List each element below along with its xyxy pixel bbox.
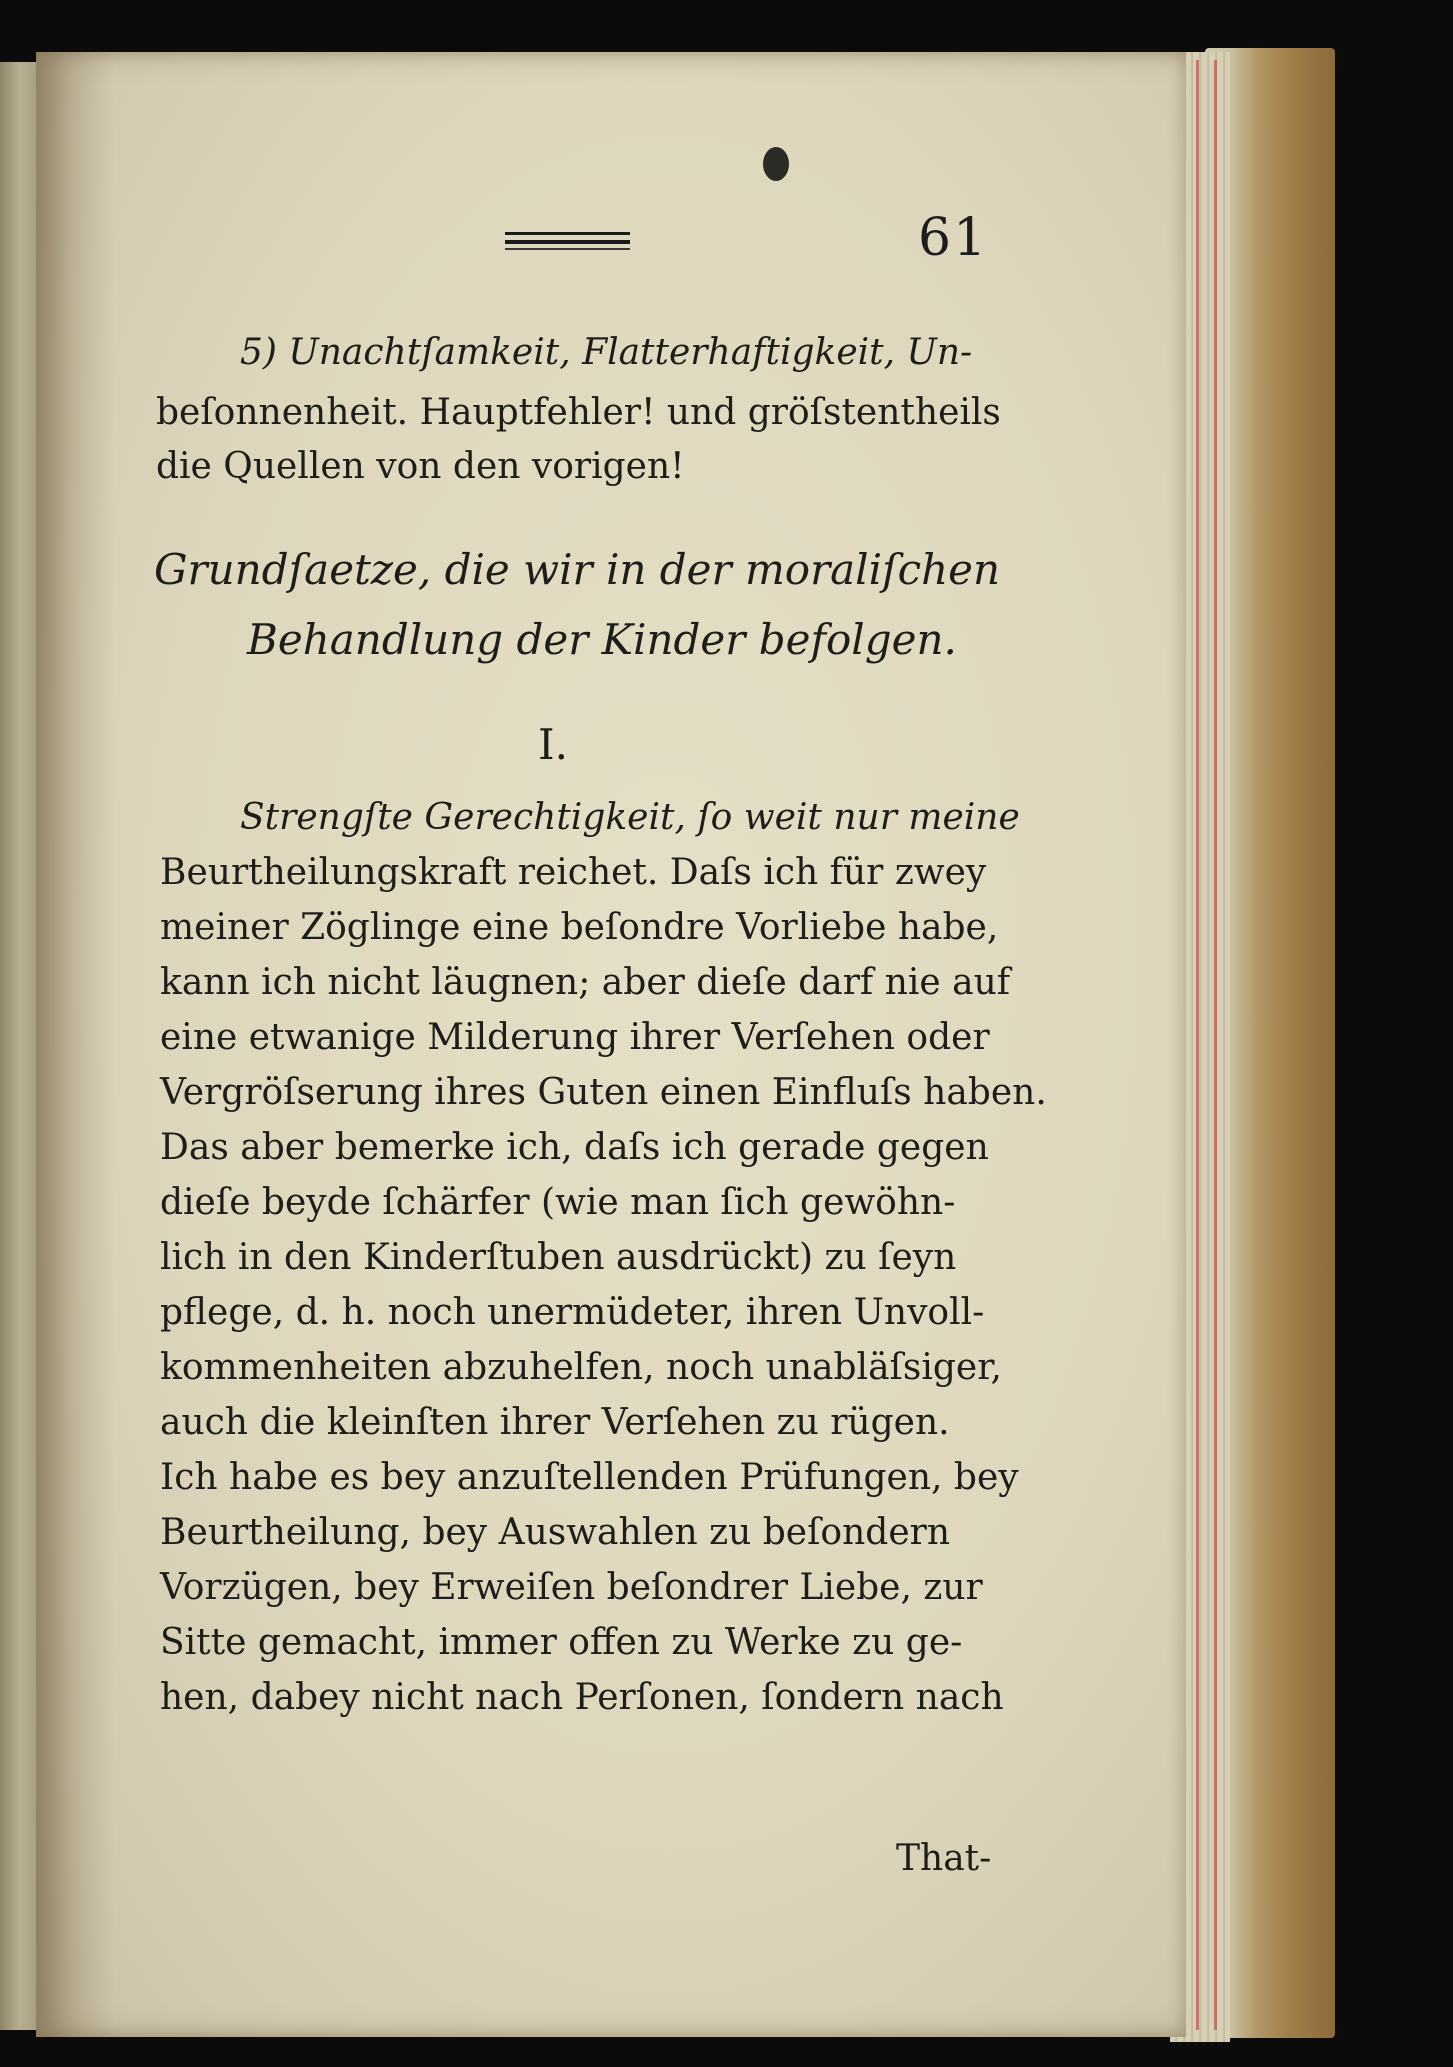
body-line: meiner Zöglinge eine beſondre Vorliebe habe, bbox=[160, 907, 999, 948]
body-line: Beurtheilungskraft reichet. Daſs ich für zwey bbox=[160, 852, 987, 893]
red-page-edge bbox=[1196, 60, 1199, 2030]
body-line: pflege, d. h. noch unermüdeter, ihren Unvoll- bbox=[160, 1292, 985, 1333]
body-line: kommenheiten abzuhelfen, noch unabläſsiger, bbox=[160, 1347, 1002, 1388]
body-line: Beurtheilung, bey Auswahlen zu beſondern bbox=[160, 1512, 951, 1553]
section-heading: Grundſaetze, die wir in der moraliſchen bbox=[154, 545, 1001, 594]
binding-hole bbox=[763, 147, 789, 181]
header-rule bbox=[505, 248, 630, 250]
body-line: Vorzügen, bey Erweiſen beſondrer Liebe, zur bbox=[160, 1567, 983, 1608]
body-line: hen, dabey nicht nach Perſonen, ſondern nach bbox=[160, 1677, 1004, 1718]
text-line: 5) Unachtſamkeit, Flatterhaftigkeit, Un- bbox=[240, 332, 973, 373]
header-rule bbox=[505, 240, 630, 244]
body-line: Sitte gemacht, immer offen zu Werke zu ge- bbox=[160, 1622, 963, 1663]
text-line: die Quellen von den vorigen! bbox=[156, 446, 685, 487]
gutter-shadow bbox=[36, 52, 116, 2037]
body-line: Ich habe es bey anzuſtellenden Prüfungen, bey bbox=[160, 1457, 1019, 1498]
section-heading: Behandlung der Kinder befolgen. bbox=[247, 615, 957, 664]
section-numeral: I. bbox=[538, 720, 568, 769]
body-line: eine etwanige Milderung ihrer Verſehen oder bbox=[160, 1017, 990, 1058]
header-rule bbox=[505, 232, 630, 235]
body-line: Strengſte Gerechtigkeit, ſo weit nur meine bbox=[240, 797, 1020, 838]
body-line: lich in den Kinderſtuben ausdrückt) zu ſeyn bbox=[160, 1237, 957, 1278]
text-line: beſonnenheit. Hauptfehler! und gröſstentheils bbox=[156, 392, 1001, 433]
body-line: dieſe beyde ſchärfer (wie man ſich gewöhn- bbox=[160, 1182, 956, 1223]
page-number: 61 bbox=[918, 208, 989, 268]
adjacent-page-edge bbox=[0, 62, 36, 2030]
catchword: That- bbox=[896, 1838, 992, 1879]
red-page-edge bbox=[1214, 60, 1217, 2030]
body-line: Vergröſserung ihres Guten einen Einfluſs haben. bbox=[160, 1072, 1047, 1113]
body-line: auch die kleinſten ihrer Verſehen zu rügen. bbox=[160, 1402, 950, 1443]
body-line: Das aber bemerke ich, daſs ich gerade gegen bbox=[160, 1127, 989, 1168]
body-line: kann ich nicht läugnen; aber dieſe darf nie auf bbox=[160, 962, 1011, 1003]
